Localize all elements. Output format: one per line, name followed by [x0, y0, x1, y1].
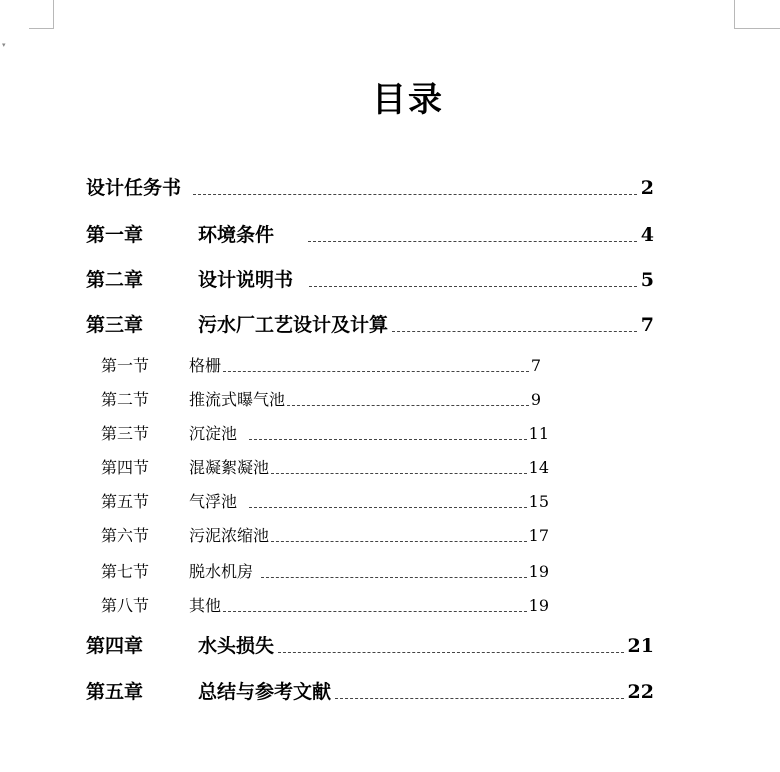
toc-leader	[271, 541, 527, 542]
toc-leader	[249, 507, 527, 508]
toc-entry-label: 第二章	[86, 269, 144, 291]
page-title: 目录	[372, 80, 444, 120]
toc-page-number: 7	[640, 314, 654, 336]
toc-leader	[335, 698, 624, 699]
toc-page-number: 21	[627, 635, 654, 657]
toc-leader	[287, 405, 529, 406]
toc-entry-section[interactable]	[101, 525, 549, 547]
toc-entry-name: 环境条件	[198, 224, 275, 246]
toc-leader	[249, 439, 527, 440]
toc-entry-name: 脱水机房	[189, 562, 254, 581]
toc-entry-label: 第三节	[101, 424, 150, 443]
toc-page-number: 4	[640, 224, 654, 246]
toc-entry-name: 沉淀池	[189, 424, 238, 443]
crop-mark	[53, 0, 54, 29]
toc-entry-section[interactable]	[101, 561, 549, 583]
toc-entry-name: 污水厂工艺设计及计算	[198, 314, 389, 336]
toc-page-number: 7	[530, 356, 541, 375]
toc-entry-name: 污泥浓缩池	[189, 526, 270, 545]
toc-entry-section[interactable]	[101, 491, 549, 513]
toc-entry-label: 第一章	[86, 224, 144, 246]
toc-entry-chapter-5[interactable]	[86, 679, 654, 705]
collapse-arrow-icon[interactable]: ▾	[2, 41, 6, 49]
toc-entry-label: 第一节	[101, 356, 150, 375]
toc-entry-label: 第八节	[101, 596, 150, 615]
toc-entry-label: 第七节	[101, 562, 150, 581]
toc-entry-name: 混凝絮凝池	[189, 458, 270, 477]
toc-leader	[278, 652, 624, 653]
toc-entry-chapter-4[interactable]	[86, 633, 654, 659]
toc-leader	[309, 286, 637, 287]
toc-entry-name: 总结与参考文献	[198, 681, 332, 703]
toc-page-number: 19	[528, 562, 549, 581]
toc-entry-section[interactable]	[101, 457, 549, 479]
toc-entry-section[interactable]	[101, 595, 549, 617]
crop-mark	[734, 0, 735, 29]
toc-page-number: 11	[528, 424, 549, 443]
toc-entry-task[interactable]	[86, 175, 654, 201]
toc-entry-chapter-2[interactable]	[86, 267, 654, 293]
toc-leader	[392, 331, 637, 332]
toc-page-number: 9	[530, 390, 541, 409]
toc-entry-section[interactable]	[101, 389, 541, 411]
toc-leader	[193, 194, 637, 195]
toc-entry-label: 第二节	[101, 390, 150, 409]
toc-entry-section[interactable]	[101, 423, 549, 445]
toc-page-number: 22	[627, 681, 654, 703]
toc-entry-name: 设计说明书	[198, 269, 294, 291]
toc-entry-name: 其他	[189, 596, 222, 615]
toc-entry-label: 第六节	[101, 526, 150, 545]
toc-leader	[271, 473, 527, 474]
toc-entry-label: 第三章	[86, 314, 144, 336]
crop-mark	[734, 28, 780, 29]
toc-entry-name: 格栅	[189, 356, 222, 375]
toc-entry-name: 设计任务书	[86, 177, 182, 199]
toc-page-number: 15	[528, 492, 549, 511]
toc-leader	[261, 577, 527, 578]
toc-entry-label: 第四章	[86, 635, 144, 657]
toc-leader	[308, 241, 637, 242]
toc-entry-name: 推流式曝气池	[189, 390, 286, 409]
crop-mark	[29, 28, 54, 29]
toc-leader	[223, 371, 529, 372]
toc-page-number: 17	[528, 526, 549, 545]
toc-entry-section[interactable]	[101, 355, 541, 377]
toc-entry-chapter-1[interactable]	[86, 222, 654, 248]
toc-page-number: 14	[528, 458, 549, 477]
toc-page-number: 5	[640, 269, 654, 291]
toc-entry-chapter-3[interactable]	[86, 312, 654, 338]
toc-entry-label: 第五章	[86, 681, 144, 703]
toc-page-number: 2	[640, 177, 654, 199]
toc-page-number: 19	[528, 596, 549, 615]
toc-entry-label: 第四节	[101, 458, 150, 477]
toc-entry-name: 水头损失	[198, 635, 275, 657]
toc-leader	[223, 611, 527, 612]
toc-entry-label: 第五节	[101, 492, 150, 511]
toc-entry-name: 气浮池	[189, 492, 238, 511]
